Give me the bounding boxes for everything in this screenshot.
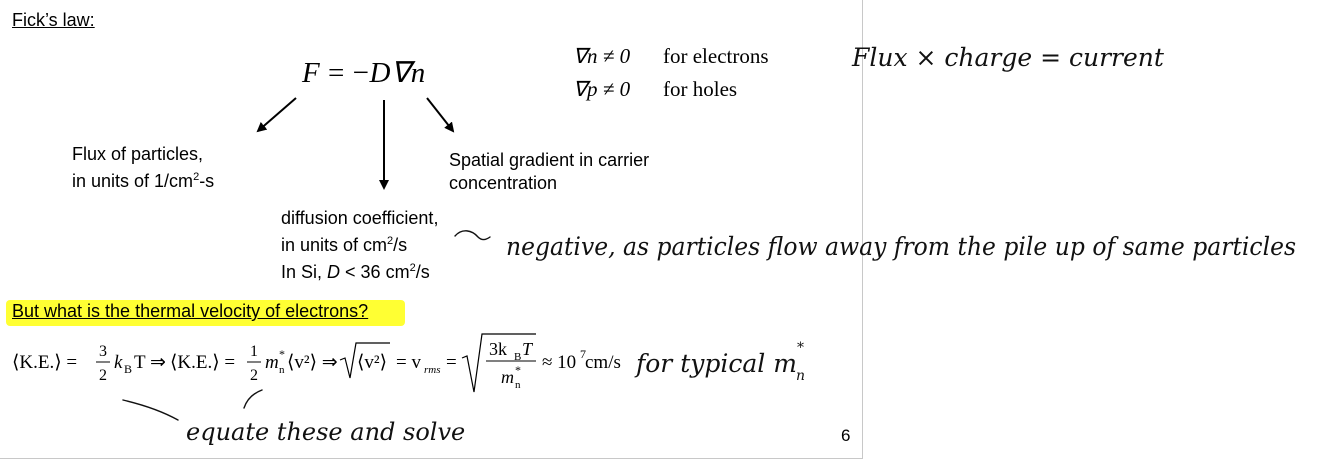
arrow-to-flux [258,98,296,131]
diffusion-label-line1: diffusion coefficient, [281,208,439,228]
page-number: 6 [841,426,851,445]
m-symbol: m [265,352,279,373]
gradient-label: for holes [663,77,738,101]
equals-minus: = − [320,57,370,89]
gradient-label-line1: Spatial gradient in carrier [449,150,650,170]
gradient-label-line2: concentration [449,173,558,193]
thermal-velocity-question: But what is the thermal velocity of electrons? [12,301,369,321]
sqrt-v2: ⟨v²⟩ [357,352,388,373]
den-m: m [501,367,514,387]
den-sub: n [515,379,521,391]
tilde-mark [455,231,490,240]
gradient-label: for electrons [663,44,769,68]
den-sup: * [515,363,521,377]
slide-title: Fick’s law: [12,10,95,30]
gradient-expr: ∇p ≠ 0 [573,77,631,101]
num-3k: 3k [489,339,507,359]
t-implies: T ⇒ [134,352,166,373]
m-sub: n [279,364,285,376]
equate-stroke [123,400,178,420]
flux-label-line1: Flux of particles, [72,144,204,164]
handwritten-negative-note: negative, as particles flow away from the pile up of same particles [506,232,1296,261]
eq-vrms: = v [396,352,421,373]
k-sub-b: B [124,362,133,376]
vrms-sub: rms [424,364,441,376]
arrow-to-gradient [427,98,453,131]
v2-implies: ⟨v²⟩ ⇒ [287,352,338,373]
handwritten-typical-mass: for typical m [636,349,797,378]
ke-term-2: ⟨K.E.⟩ = [170,352,236,373]
num-t: T [522,339,533,359]
flux-symbol: F [302,57,321,89]
approx: ≈ 10 [542,352,577,373]
frac-2b: 2 [250,367,258,384]
flux-label-line2: in units of $1/cm^2-s$ [72,171,215,191]
frac-1: 1 [250,343,258,360]
k-symbol: k [114,352,123,373]
num-sub: B [514,351,522,363]
frac-2: 2 [99,367,107,384]
handwritten-flux-charge: Flux × charge = current [852,43,1164,72]
handwritten-equate-note: equate these and solve [186,418,466,446]
ke-term: ⟨K.E.⟩ = [12,352,78,373]
diffusion-gradient: D∇n [369,57,426,89]
handwritten-typical-sup: * [797,340,804,356]
handwritten-typical-sub: n [796,368,806,384]
diffusion-label-line2: in units of $cm^2/s$ [281,235,408,255]
eq-2: = [446,352,457,373]
m-sup: * [279,347,285,361]
equate-tick [244,390,262,408]
gradient-expr: ∇n ≠ 0 [573,44,631,68]
frac-3: 3 [99,343,107,360]
diffusion-label-line3: In Si, D < 36 $cm^2/s$ [281,262,430,282]
unit: cm/s [585,352,621,373]
thermal-velocity-equation [12,334,621,392]
approx-sup: 7 [580,347,586,361]
